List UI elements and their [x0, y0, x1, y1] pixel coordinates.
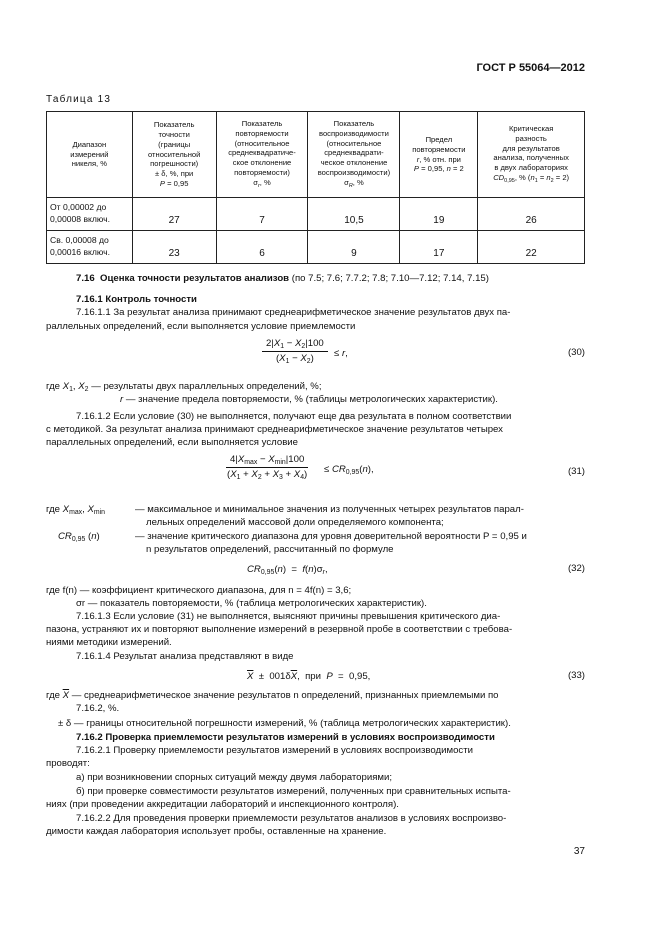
section-7162-heading: 7.16.2 Проверка приемлемости результатов измерений в условиях воспроизводимости [76, 732, 495, 743]
col-header-repeatability: Показатель повторяемости (относительное среднеквадратиче- ское отклонение повторяемости) $\sigma_r$, % [216, 112, 308, 198]
definition-line: $CR_{0,95}$ (n) [58, 531, 100, 543]
paragraph: 7.16.2.1 Проверку приемлемости результатов измерений в условиях воспроизводимости [76, 745, 473, 756]
col-header-critical-diff: Критическая разность для результатов анализа, полученных в двух лабораториях $CD_{0,95}$, % $(n_1 = n_2 = 2)$ [478, 112, 585, 198]
definition-line: где $X_1$, $X_2$ — результаты двух параллельных определений, %; [46, 381, 322, 393]
table-caption: Таблица 13 [46, 94, 112, 105]
formula-30: $\frac{2|X_1 - X_2|100}{(X_1 - X_2)}$ [262, 338, 328, 365]
definition-line: 7.16.2, %. [76, 703, 120, 714]
definition-line: где f(n) — коэффициент критического диапазона, для n = 4f(n) = 3,6; [46, 585, 352, 596]
cell-value: 9 [308, 231, 400, 264]
formula-31-rhs: ≤ $CR_{0,95}(n)$, [324, 464, 374, 476]
paragraph: ниями методики измерений. [46, 637, 172, 648]
paragraph: с методикой. За результат анализа принимают среднеарифметическое значение результатов четырех [46, 424, 503, 435]
equation-number: (32) [567, 563, 585, 574]
definition-line: ± δ — границы относительной погрешности измерений, % (таблица метрологических характеристик). [58, 718, 511, 729]
paragraph: параллельных определений, если выполняется условие [46, 437, 298, 448]
equation-number: (30) [567, 347, 585, 358]
definition-line: r — значение предела повторяемости, % (таблицы метрологических характеристик). [120, 394, 498, 405]
cell-value: 10,5 [308, 198, 400, 231]
formula-33: $\overline{X} \pm 001\delta\overline{X}$, при P = 0,95, [247, 671, 371, 682]
definition-line: — максимальное и минимальное значения из полученных четырех результатов парал- [135, 504, 524, 515]
paragraph: проводят: [46, 758, 90, 769]
col-header-range: Диапазон измерений никеля, % [47, 112, 133, 198]
definition-line: лельных определений массовой доли определяемого компонента; [146, 517, 444, 528]
cell-value: 22 [478, 231, 585, 264]
paragraph: раллельных определений, если выполняется условие приемлемости [46, 321, 356, 332]
list-item: а) при возникновении спорных ситуаций между двумя лабораториями; [76, 772, 393, 783]
cell-range: Св. 0,00008 до 0,00016 включ. [47, 231, 133, 264]
standard-header: ГОСТ Р 55064—2012 [476, 62, 585, 74]
cell-value: 6 [216, 231, 308, 264]
equation-number: (33) [567, 670, 585, 681]
page-number: 37 [573, 846, 585, 857]
cell-value: 17 [400, 231, 478, 264]
cell-value: 27 [132, 198, 216, 231]
list-item: ниях (при проведении аккредитации лабораторий и инспекционного контроля). [46, 799, 399, 810]
col-header-repeat-limit: Предел повторяемости r, % отн. при P = 0,95, n = 2 [400, 112, 478, 198]
cell-value: 7 [216, 198, 308, 231]
cell-value: 19 [400, 198, 478, 231]
formula-30-rhs: ≤ r, [334, 348, 348, 359]
section-716-heading: 7.16 Оценка точности результатов анализов (по 7.5; 7.6; 7.7.2; 7.8; 7.10—7.12; 7.14, 7.15) [76, 273, 489, 284]
col-header-reproducibility: Показатель воспроизводимости (относительное среднеквадрати- ческое отклонение воспроизводимости) $\sigma_R$, % [308, 112, 400, 198]
section-7161-heading: 7.16.1 Контроль точности [76, 294, 197, 305]
formula-31: $4|X_{max} - X_{min}|100$ $(X_1 + X_2 + X_3 + X_4)$ [227, 454, 308, 481]
equation-number: (31) [567, 466, 585, 477]
paragraph: 7.16.1.1 За результат анализа принимают среднеарифметическое значение результатов двух па- [76, 307, 511, 318]
definition-line: n результатов определений, рассчитанный по формуле [146, 544, 394, 555]
paragraph: 7.16.1.2 Если условие (30) не выполняется, получают еще два результата в полном соответствии [76, 411, 512, 422]
definition-line: — значение критического диапазона для уровня доверительной вероятности P = 0,95 и [135, 531, 527, 542]
paragraph: 7.16.1.3 Если условие (31) не выполняется, выясняют причины превышения критического диа- [76, 611, 501, 622]
definition-line: где $X_{max}$, $X_{min}$ [46, 504, 106, 516]
cell-range: От 0,00002 до 0,00008 включ. [47, 198, 133, 231]
definition-line: σr — показатель повторяемости, % (таблица метрологических характеристик). [76, 598, 427, 609]
definition-line: где $\overline{X}$ — среднеарифметическое значение результатов n определений, признанных приемлемыми по [46, 690, 499, 701]
formula-32: $CR_{0,95}(n) = f(n)\sigma_r$, [247, 564, 328, 576]
table-row [47, 231, 585, 264]
paragraph: 7.16.1.4 Результат анализа представляют в виде [76, 651, 294, 662]
table-13 [46, 111, 585, 264]
paragraph: 7.16.2.2 Для проведения проверки приемлемости результатов анализов в условиях воспроизво- [76, 813, 507, 824]
table-row [47, 198, 585, 231]
col-header-accuracy: Показатель точности (границы относительной погрешности) ± δ, %, при P = 0,95 [132, 112, 216, 198]
cell-value: 23 [132, 231, 216, 264]
paragraph: димости каждая лаборатория использует пробы, оставленные на хранение. [46, 826, 387, 837]
list-item: б) при проверке совместимости результатов измерений, полученных при сравнительных испыта- [76, 786, 511, 797]
table-header-row [47, 112, 585, 198]
cell-value: 26 [478, 198, 585, 231]
paragraph: пазона, устраняют их и повторяют выполнение измерений в резервной пробе в соответствии с требова- [46, 624, 513, 635]
